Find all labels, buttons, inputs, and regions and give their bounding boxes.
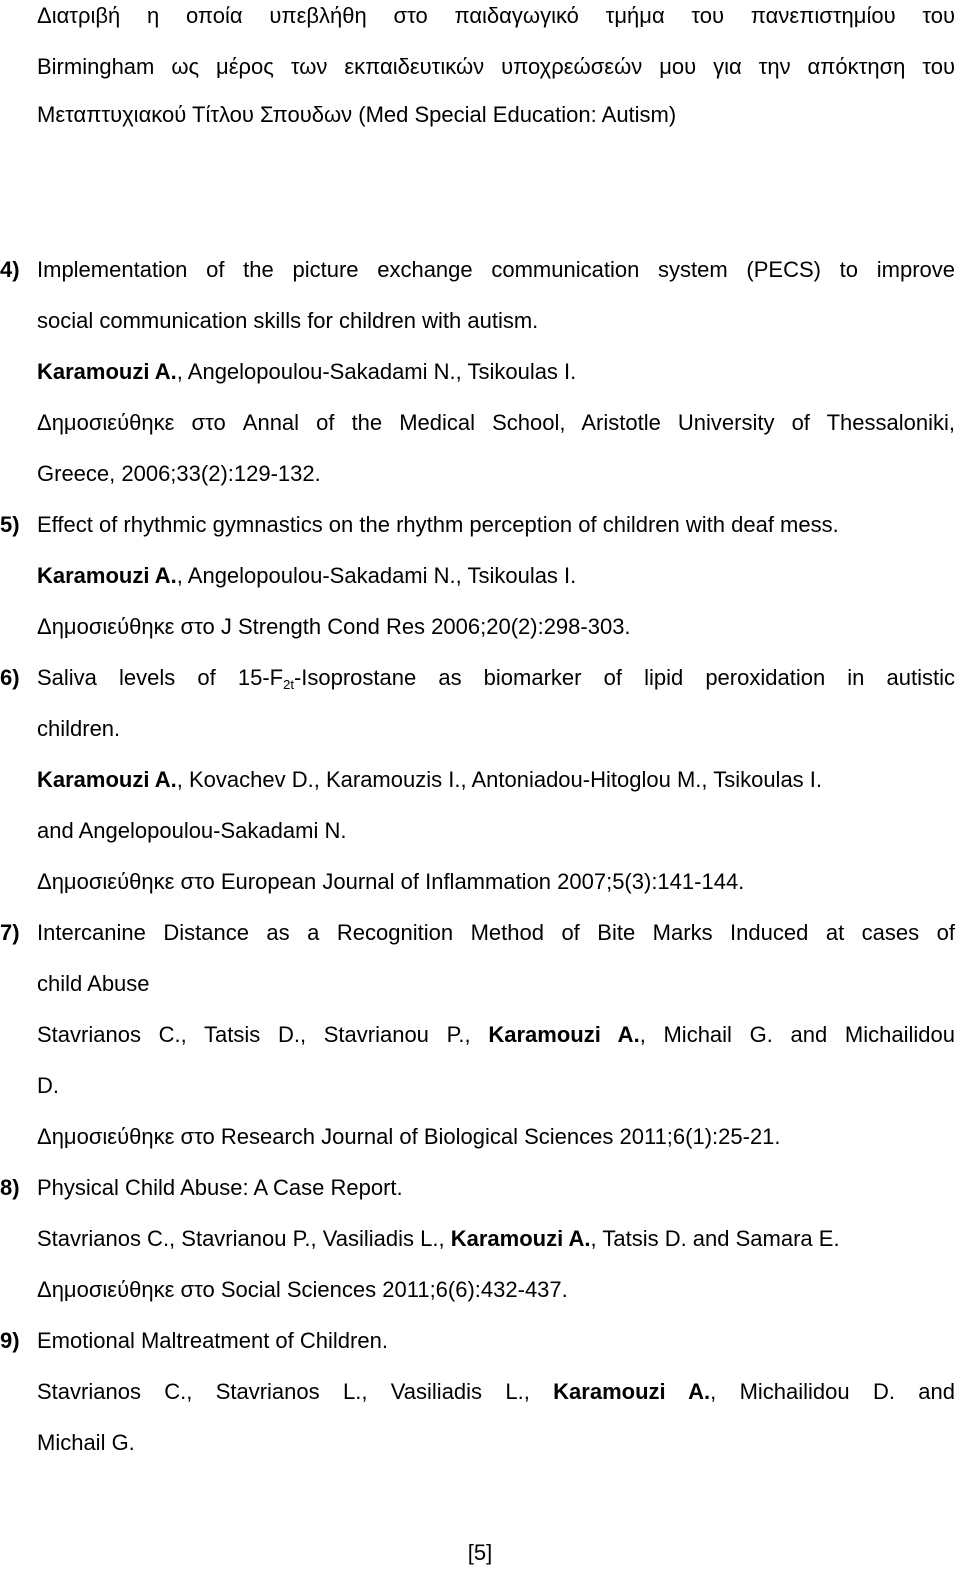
entry-title: child Abuse bbox=[37, 971, 150, 996]
entry-published: Δημοσιεύθηκε στο Annal of the Medical School, Aristotle University of Thessaloniki, bbox=[37, 410, 955, 435]
authors-text: , Michailidou D. and bbox=[710, 1379, 955, 1404]
entry-number: 5) bbox=[0, 512, 20, 537]
entry-number: 4) bbox=[0, 257, 20, 282]
entry-published: Δημοσιεύθηκε στο Social Sciences 2011;6(6):432-437. bbox=[37, 1277, 568, 1302]
author-highlight: Karamouzi A. bbox=[553, 1379, 711, 1404]
author-highlight: Karamouzi A. bbox=[450, 1226, 591, 1251]
entry-title bbox=[37, 652, 955, 703]
entry-authors: D. bbox=[37, 1073, 59, 1098]
entry-authors bbox=[37, 1366, 955, 1417]
intro-line: Διατριβή η οποία υπεβλήθη στο παιδαγωγικό τμήμα του πανεπιστημίου του bbox=[37, 3, 955, 28]
entry-authors bbox=[37, 1213, 955, 1264]
entry-published: Δημοσιεύθηκε στο European Journal of Inflammation 2007;5(3):141-144. bbox=[37, 869, 745, 894]
entry-authors bbox=[37, 1009, 955, 1060]
authors-text: Stavrianos C., Stavrianos L., Vasiliadis L., bbox=[37, 1379, 554, 1404]
entry-title: Implementation of the picture exchange communication system (PECS) to improve bbox=[37, 257, 955, 282]
entry-title: social communication skills for children with autism. bbox=[37, 308, 539, 333]
authors-text: , Tatsis D. and Samara E. bbox=[590, 1226, 840, 1251]
entry-number: 8) bbox=[0, 1175, 20, 1200]
title-subscript: 2t bbox=[283, 677, 294, 692]
author-highlight: Karamouzi A. bbox=[37, 563, 177, 588]
entry-title: Physical Child Abuse: A Case Report. bbox=[37, 1175, 403, 1200]
authors-text: , Angelopoulou-Sakadami N., Tsikoulas I. bbox=[176, 359, 577, 384]
intro-line: Μεταπτυχιακού Τίτλου Σπουδων (Med Special Education: Autism) bbox=[37, 102, 677, 127]
entry-number: 7) bbox=[0, 920, 20, 945]
authors-text: , Angelopoulou-Sakadami N., Tsikoulas I. bbox=[176, 563, 577, 588]
authors-text: , Kovachev D., Karamouzis I., Antoniadou-Hitoglou M., Tsikoulas I. bbox=[176, 767, 823, 792]
author-highlight: Karamouzi A. bbox=[37, 359, 177, 384]
entry-published: Δημοσιεύθηκε στο Research Journal of Biological Sciences 2011;6(1):25-21. bbox=[37, 1124, 781, 1149]
entry-number: 6) bbox=[0, 665, 20, 690]
intro-line: Birmingham ως μέρος των εκπαιδευτικών υποχρεώσεών μου για την απόκτηση του bbox=[37, 54, 955, 79]
author-highlight: Karamouzi A. bbox=[488, 1022, 640, 1047]
authors-text: Stavrianos C., Tatsis D., Stavrianou P., bbox=[37, 1022, 489, 1047]
entry-authors: Michail G. bbox=[37, 1430, 135, 1455]
authors-text: Stavrianos C., Stavrianou P., Vasiliadis L., bbox=[37, 1226, 451, 1251]
entry-published: Greece, 2006;33(2):129-132. bbox=[37, 461, 321, 486]
entry-authors bbox=[37, 346, 955, 397]
entry-authors bbox=[37, 754, 955, 805]
entry-published: Δημοσιεύθηκε στο J Strength Cond Res 2006;20(2):298-303. bbox=[37, 614, 631, 639]
author-highlight: Karamouzi A. bbox=[37, 767, 177, 792]
entry-title: Intercanine Distance as a Recognition Method of Bite Marks Induced at cases of bbox=[37, 920, 955, 945]
entry-authors bbox=[37, 550, 955, 601]
entry-title: Emotional Maltreatment of Children. bbox=[37, 1328, 388, 1353]
entry-title: Effect of rhythmic gymnastics on the rhythm perception of children with deaf mess. bbox=[37, 512, 839, 537]
entry-number: 9) bbox=[0, 1328, 20, 1353]
page-number: [5] bbox=[467, 1540, 493, 1565]
authors-text: , Michail G. and Michailidou bbox=[639, 1022, 955, 1047]
title-text: Saliva levels of 15-F bbox=[37, 665, 284, 690]
entry-authors: and Angelopoulou-Sakadami N. bbox=[37, 818, 347, 843]
title-text: -Isoprostane as biomarker of lipid peroxidation in autistic bbox=[293, 665, 955, 690]
entry-title: children. bbox=[37, 716, 121, 741]
